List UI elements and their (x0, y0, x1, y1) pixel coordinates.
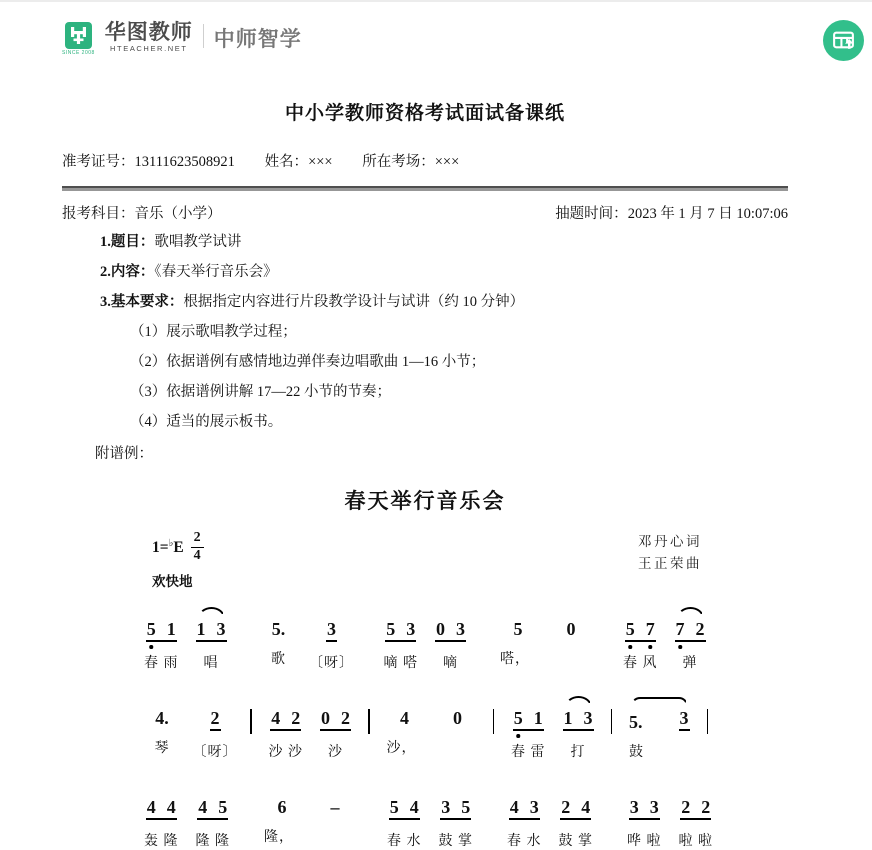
measure-cell (144, 696, 180, 757)
requirement-1: （1）展示歌唱教学过程； (130, 324, 297, 341)
measure-cell (196, 607, 227, 672)
lyric: 沙， (386, 740, 417, 756)
composer-credits (638, 531, 702, 576)
eighth-beam (509, 798, 540, 820)
time-signature (191, 531, 204, 563)
jianpu-note: 7 (646, 620, 655, 638)
jianpu-note: 4 (581, 796, 591, 817)
lyric: 鼓 掌 (438, 833, 473, 849)
slur-arc (565, 696, 592, 707)
brand-secondary-label: 中师智学 (213, 28, 302, 51)
jianpu-note: 0 (321, 707, 330, 728)
subject-row (62, 202, 788, 223)
measure-cell (563, 696, 594, 761)
low-octave-dot (649, 645, 653, 649)
measure-cell (440, 696, 476, 755)
notes-group (326, 620, 337, 642)
subject-field (62, 202, 222, 223)
measure-cell (387, 696, 423, 757)
notes-group (146, 620, 177, 642)
lyric: 嘀 嗒 (383, 655, 418, 671)
lyric: 春 水 (387, 833, 422, 849)
notes-group (210, 709, 221, 731)
jianpu-note: 1 (196, 618, 206, 639)
eighth-beam (435, 620, 466, 642)
notes-group (563, 709, 594, 731)
export-table-button[interactable] (823, 20, 864, 61)
jianpu-note: 1 (563, 707, 573, 728)
measure-cell (675, 607, 706, 672)
jianpu-note: 2 (681, 796, 691, 817)
notes-group (320, 709, 351, 731)
lyric: 沙 (328, 744, 343, 760)
measure-cell (320, 696, 351, 761)
item-requirements (100, 292, 788, 313)
notes-group (567, 620, 576, 638)
jianpu-note: 1 (533, 707, 543, 728)
measure-cell (553, 607, 589, 666)
measure-cell (264, 785, 300, 846)
tempo-marking: 欢快地 (152, 574, 193, 590)
eighth-beam (197, 798, 228, 820)
item-content-label: 2.内容： (100, 264, 155, 281)
jianpu-note: 5. (629, 711, 643, 732)
brand-divider (203, 24, 204, 48)
notes-group (629, 798, 660, 820)
jianpu-note: 0 (436, 618, 445, 639)
page-header (0, 2, 872, 74)
measure-cell (144, 607, 179, 672)
score-title: 春天举行音乐会 (344, 489, 506, 514)
measure-cell (387, 785, 422, 850)
eighth-beam (625, 620, 656, 642)
notes-group (270, 709, 301, 731)
brand-domain-label: HTEACHER.NET (110, 44, 188, 53)
eighth-beam (146, 620, 177, 642)
notes-group (278, 798, 287, 816)
jianpu-note: 4 (409, 796, 419, 817)
notes-group (400, 709, 409, 727)
bar-line (493, 709, 495, 734)
lyric: 轰 隆 (144, 833, 179, 849)
subject-label: 报考科目： (62, 206, 135, 222)
jianpu-note: 4 (400, 707, 409, 728)
measure-cell (511, 696, 546, 761)
jianpu-note: 3 (629, 796, 639, 817)
item-requirements-text: 根据指定内容进行片段教学设计与试讲（约 10 分钟） (183, 294, 525, 311)
jianpu-note: 5 (461, 796, 471, 817)
notes-group (513, 709, 544, 731)
key-tempo-block (152, 531, 204, 589)
measure-cell (317, 785, 353, 844)
jianpu-note: 4 (198, 796, 208, 817)
jianpu-note: 5 (147, 620, 156, 638)
brand-primary-block (105, 22, 193, 53)
lyric: 隆， (264, 829, 294, 845)
bar-line (250, 709, 252, 734)
jianpu-note: 5 (513, 618, 523, 639)
draw-time-label: 抽题时间： (555, 206, 628, 222)
lyric: 弹 (682, 655, 698, 671)
eighth-beam (146, 798, 177, 820)
brand-logo[interactable] (62, 22, 872, 56)
jianpu-note: 6 (277, 796, 287, 817)
brand-since-label: SINCE 2008 (62, 50, 95, 56)
jianpu-note: 3 (216, 618, 226, 639)
lyric: 歌 (271, 651, 286, 667)
page-title: 中小学教师资格考试面试备课纸 (284, 103, 565, 124)
lyric: 嗒， (500, 651, 530, 667)
name-value: ××× (308, 154, 333, 170)
venue-field (362, 154, 459, 170)
score-line-1 (144, 607, 708, 672)
low-octave-dot (517, 734, 521, 738)
flat-sign: ♭ (168, 537, 174, 549)
admission-number-label: 准考证号： (62, 154, 135, 170)
brand-text (105, 22, 302, 53)
jianpu-note: 5 (389, 796, 399, 817)
jianpu-note: 7 (676, 620, 685, 638)
jianpu-note: 3 (679, 707, 689, 728)
bar-line (707, 709, 709, 734)
notes-group (155, 709, 169, 727)
jianpu-note: 4 (166, 796, 176, 817)
jianpu-note: 2 (561, 796, 571, 817)
jianpu-note: 5 (218, 796, 228, 817)
jianpu-note: 1 (166, 618, 176, 639)
measure-cell (439, 785, 474, 850)
item-content-text: 《春天举行音乐会》 (154, 264, 278, 281)
subject-value: 音乐（小学） (134, 206, 222, 222)
measure-cell (507, 785, 542, 850)
notes-group (435, 620, 466, 642)
measure-cell (261, 607, 297, 668)
eighth-beam (270, 709, 301, 731)
huatu-logo-icon (65, 22, 92, 49)
composer-credit: 王正荣曲 (638, 556, 702, 572)
jianpu-note: 2 (210, 707, 220, 728)
lyric: 鼓 (629, 744, 644, 760)
jianpu-note: 2 (701, 796, 711, 817)
item-topic (100, 232, 788, 253)
notes-group (675, 620, 706, 642)
eighth-beam (513, 709, 544, 731)
time-signature-numerator: 2 (191, 531, 204, 548)
lyric: 嘀 (443, 655, 458, 671)
jianpu-note: 5. (271, 618, 286, 639)
notes-group (196, 620, 227, 642)
measure-cell (309, 607, 354, 672)
lyric: 〔呀〕 (309, 655, 354, 671)
eighth-beam (320, 709, 351, 731)
slur-arc (677, 607, 704, 618)
lyric: 春 风 (623, 655, 658, 671)
score-line-2 (144, 696, 708, 761)
measure-cell (192, 696, 238, 761)
key-text: 1=♭E (152, 537, 184, 557)
draw-time-field (555, 202, 788, 223)
notes-group (453, 709, 462, 727)
jianpu-note: 3 (649, 796, 659, 817)
bar-line (368, 709, 370, 734)
section-divider (62, 186, 788, 191)
measure-cell (144, 785, 179, 850)
question-items (62, 232, 788, 313)
notes-group (560, 798, 591, 820)
lyric: 春 水 (507, 833, 542, 849)
eighth-beam (560, 798, 591, 820)
jianpu-note: 5 (514, 709, 523, 727)
measure-cell (269, 696, 304, 761)
bar-line (611, 709, 613, 734)
eighth-beam (389, 798, 420, 820)
name-field (265, 154, 333, 170)
notes-group (514, 620, 523, 638)
eighth-beam (563, 709, 594, 731)
jianpu-note: 0 (566, 618, 576, 639)
jianpu-note: 2 (341, 707, 350, 728)
venue-value: ××× (434, 154, 460, 170)
candidate-info-row (62, 150, 788, 171)
score-lines (142, 607, 713, 850)
admission-number-value: 13111623508921 (134, 154, 235, 170)
measure-cell (384, 607, 419, 672)
jianpu-note: 4 (146, 796, 156, 817)
lyric: 琴 (154, 740, 170, 756)
notes-group (197, 798, 228, 820)
lyric: 啦 啦 (678, 833, 713, 849)
measure-cell (435, 607, 466, 672)
measure-cell (559, 785, 594, 850)
lyric: 唱 (203, 655, 219, 671)
brand-mark (62, 22, 95, 56)
time-signature-denominator: 4 (193, 547, 201, 563)
lyric: 沙 沙 (268, 744, 303, 760)
appendix-label: 附谱例： (95, 446, 153, 463)
table-upload-icon (831, 28, 856, 53)
lyric: 春 雷 (511, 744, 546, 760)
music-score (142, 485, 713, 850)
lyric: 鼓 掌 (558, 833, 593, 849)
measure-cell (623, 607, 658, 672)
eighth-beam (629, 798, 660, 820)
jianpu-note: – (330, 796, 340, 817)
notes-group (629, 709, 690, 731)
eighth-beam (680, 798, 711, 820)
jianpu-note: 2 (291, 707, 301, 728)
jianpu-note: 4 (271, 707, 281, 728)
eighth-beam (326, 620, 337, 642)
lyric: 隆 隆 (195, 833, 230, 849)
low-octave-dot (629, 645, 633, 649)
jianpu-note: 3 (441, 796, 451, 817)
key-signature (152, 531, 204, 563)
admission-number-field (62, 154, 235, 170)
lyric: 春 雨 (144, 655, 179, 671)
item-topic-text: 歌唱教学试讲 (154, 234, 242, 250)
measure-cell (629, 696, 690, 761)
notes-group (385, 620, 416, 642)
eighth-beam (679, 709, 690, 731)
notes-group (625, 620, 656, 642)
lyric: 打 (570, 744, 586, 760)
low-octave-dot (678, 645, 682, 649)
score-meta-row (142, 531, 708, 589)
name-label: 姓名： (264, 154, 309, 170)
lyricist-credit: 邓丹心词 (638, 534, 702, 550)
jianpu-note: 5 (626, 620, 635, 638)
jianpu-note: 0 (453, 707, 462, 728)
requirement-4: （4）适当的展示板书。 (130, 414, 283, 431)
item-topic-label: 1.题目： (100, 234, 155, 250)
jianpu-note: 5 (386, 618, 396, 639)
notes-group (146, 798, 177, 820)
venue-label: 所在考场： (362, 154, 435, 170)
score-line-3 (144, 785, 713, 850)
low-octave-dot (150, 645, 154, 649)
eighth-beam (440, 798, 471, 820)
jianpu-note: 3 (583, 707, 593, 728)
exam-paper (0, 98, 872, 850)
brand-primary-label: 华图教师 (104, 21, 193, 44)
jianpu-note: 3 (327, 618, 336, 639)
draw-time-value: 2023 年 1 月 7 日 10:07:06 (627, 206, 788, 222)
measure-cell (196, 785, 231, 850)
item-content (100, 262, 788, 283)
item-requirements-label: 3.基本要求： (100, 294, 184, 311)
requirement-list (62, 322, 788, 433)
jianpu-note: 3 (529, 796, 539, 817)
notes-group (331, 798, 340, 816)
measure-cell (679, 785, 714, 850)
eighth-beam (210, 709, 221, 731)
lyric: 〔呀〕 (192, 744, 238, 760)
slur-arc (631, 697, 688, 706)
jianpu-note: 4 (509, 796, 519, 817)
measure-cell (500, 607, 536, 668)
requirement-3: （3）依据谱例讲解 17—22 小节的节奏； (130, 384, 391, 401)
notes-group (272, 620, 286, 638)
slur-arc (198, 607, 225, 618)
lyric: 哗 啦 (627, 833, 662, 849)
jianpu-note: 4. (155, 707, 169, 728)
measure-cell (627, 785, 662, 850)
jianpu-note: 2 (695, 618, 705, 639)
notes-group (680, 798, 711, 820)
notes-group (389, 798, 420, 820)
requirement-2: （2）依据谱例有感情地边弹伴奏边唱歌曲 1—16 小节； (130, 354, 486, 371)
eighth-beam (196, 620, 227, 642)
jianpu-note: 3 (456, 618, 465, 639)
notes-group (509, 798, 540, 820)
eighth-beam (385, 620, 416, 642)
jianpu-note: 3 (406, 618, 416, 639)
eighth-beam (675, 620, 706, 642)
notes-group (440, 798, 471, 820)
